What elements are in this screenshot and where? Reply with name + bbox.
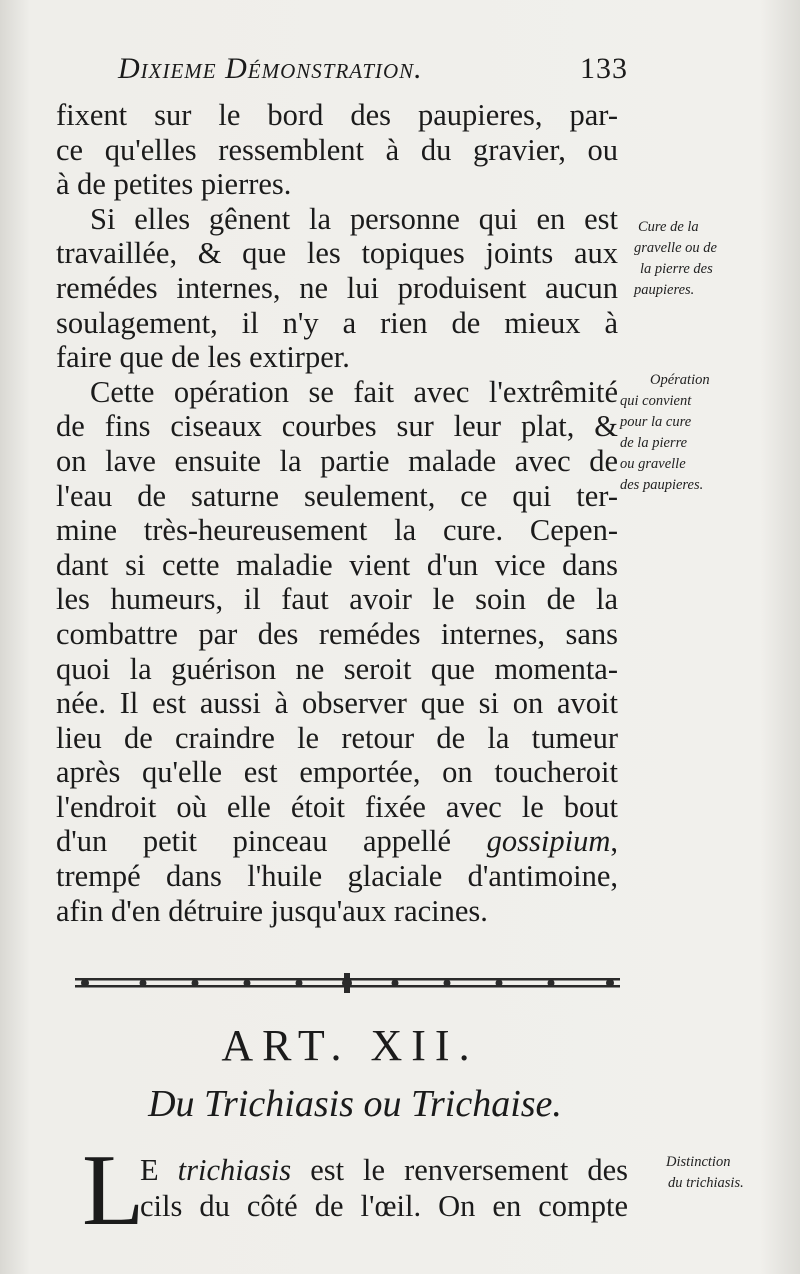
text-line: de fins ciseaux courbes sur leur plat, & — [56, 409, 618, 444]
text-line: on lave ensuite la partie malade avec de — [56, 443, 618, 478]
text-line: dant si cette maladie vient d'un vice dans — [56, 547, 618, 582]
margin-note-line: du trichiasis. — [668, 1175, 744, 1191]
margin-note-line: ou gravelle — [620, 456, 686, 472]
page-number: 133 — [580, 52, 628, 85]
ornamental-rule — [75, 970, 620, 996]
text-line: mine très-heureusement la cure. Cepen- — [56, 513, 618, 548]
text-fragment: est le renversement des — [310, 1153, 628, 1187]
text-line: à de petites pierres. — [56, 167, 292, 202]
text-line: fixent sur le bord des paupieres, par- — [56, 98, 618, 132]
punctuation: , — [610, 824, 618, 859]
article-heading: ART. XII. — [221, 1021, 479, 1070]
text-line: faire que de les extirper. — [56, 340, 350, 375]
margin-note — [634, 217, 717, 301]
margin-note — [620, 370, 710, 496]
body-text — [56, 98, 618, 928]
running-header — [118, 52, 628, 86]
article-text — [140, 1152, 628, 1224]
text-line: les humeurs, il faut avoir le soin de la — [56, 582, 618, 617]
text-line: cils du côté de l'œil. On en compte — [140, 1189, 628, 1223]
drop-cap: L — [82, 1134, 145, 1247]
margin-note-line: gravelle ou de — [634, 240, 717, 256]
text-fragment: E — [140, 1153, 159, 1187]
margin-note-line: des paupieres. — [620, 477, 704, 493]
article-subtitle: Du Trichiasis ou Trichaise. — [148, 1083, 562, 1125]
margin-note-line: de la pierre — [620, 435, 688, 451]
margin-note-line: Opération — [650, 372, 710, 388]
text-line — [140, 1152, 628, 1188]
text-line: lieu de craindre le retour de la tumeur — [56, 720, 618, 755]
text-line: soulagement, il n'y a rien de mieux à — [56, 305, 618, 340]
text-line: combattre par des remédes internes, sans — [56, 616, 618, 651]
text-line: afin d'en détruire jusqu'aux racines. — [56, 893, 488, 928]
text-line: travaillée, & que les topiques joints aux — [56, 236, 618, 271]
text-line: née. Il est aussi à observer que si on avoit — [56, 686, 618, 721]
text-line: remédes internes, ne lui produisent aucun — [56, 270, 618, 305]
margin-note-line: paupieres. — [634, 282, 695, 298]
margin-note — [666, 1152, 744, 1194]
text-line: trempé dans l'huile glaciale d'antimoine, — [56, 859, 618, 894]
text-line: l'eau de saturne seulement, ce qui ter- — [56, 478, 618, 513]
text-line: ce qu'elles ressemblent à du gravier, ou — [56, 132, 618, 167]
header-title: Dixieme Démonstration. — [118, 52, 423, 85]
text-line: après qu'elle est emportée, on toucheroit — [56, 755, 618, 790]
text-line — [56, 824, 618, 859]
margin-note-line: qui convient — [620, 393, 692, 409]
text-fragment: d'un petit pinceau appellé — [56, 824, 452, 859]
text-line: Cette opération se fait avec l'extrêmité — [90, 374, 618, 409]
margin-note-line: Distinction — [666, 1154, 731, 1170]
text-line: Si elles gênent la personne qui en est — [90, 201, 618, 236]
italic-term: gossipium — [486, 824, 611, 859]
italic-term: trichiasis — [177, 1153, 292, 1187]
text-line: l'endroit où elle étoit fixée avec le bout — [56, 789, 618, 824]
text-line: quoi la guérison ne seroit que momenta- — [56, 651, 618, 686]
margin-note-line: la pierre des — [640, 261, 713, 277]
margin-note-line: Cure de la — [638, 219, 699, 235]
margin-note-line: pour la cure — [620, 414, 692, 430]
